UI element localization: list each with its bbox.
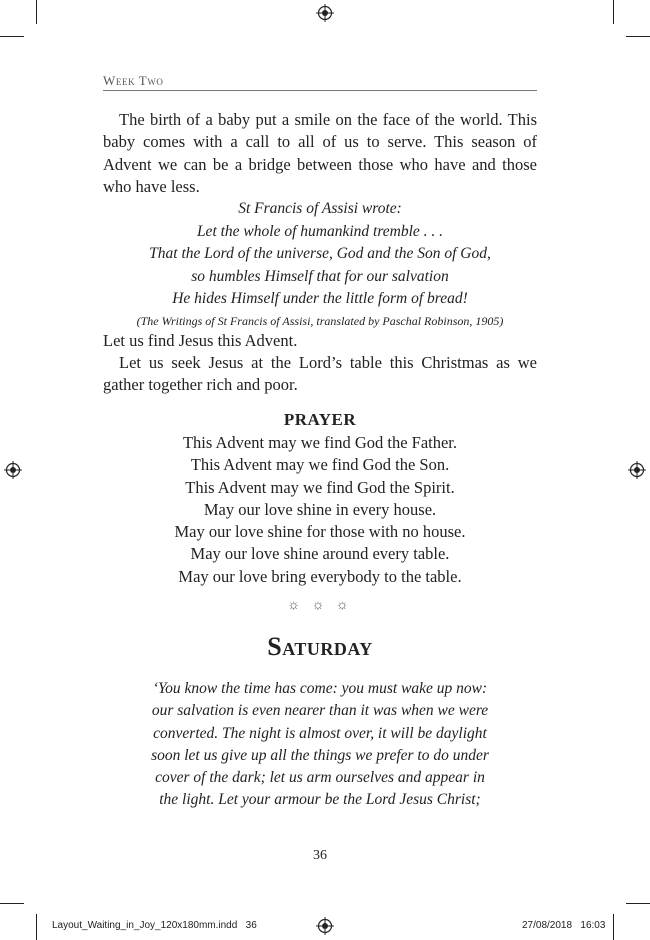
quote-citation: (The Writings of St Francis of Assisi, translated by Paschal Robinson, 1905): [136, 313, 504, 328]
prayer-line: May our love bring everybody to the table.: [178, 566, 462, 586]
scripture-line: the light. Let your armour be the Lord Jesus Christ;: [159, 791, 481, 809]
quote-line: Let the whole of humankind tremble . . .: [196, 222, 444, 240]
crop-mark-right-top: [626, 36, 650, 37]
prayer-line: May our love shine for those with no house.: [174, 522, 466, 542]
registration-mark-bottom-icon: [316, 917, 334, 935]
scripture-line: cover of the dark; let us arm ourselves and appear in: [155, 769, 485, 787]
crop-mark-bottom-right: [613, 914, 614, 940]
registration-mark-right-icon: [628, 461, 646, 479]
crop-mark-top-right: [613, 0, 614, 24]
registration-mark-left-icon: [4, 461, 22, 479]
scripture-line: converted. The night is almost over, it will be daylight: [153, 724, 487, 742]
crop-mark-top-left: [36, 0, 37, 24]
quote-line: so humbles Himself that for our salvation: [191, 267, 449, 285]
slug-filename: Layout_Waiting_in_Joy_120x180mm.indd 36: [52, 920, 257, 931]
quote-line: That the Lord of the universe, God and the Son of God,: [149, 245, 491, 262]
scripture-line: ‘You know the time has come: you must wake up now:: [152, 680, 488, 697]
crop-mark-bottom-left: [36, 914, 37, 940]
crop-mark-left-bottom: [0, 903, 24, 904]
section-ornament: ☼ ☼ ☼: [287, 598, 353, 613]
day-title: Saturday: [267, 632, 373, 661]
after-quote-paragraph: Let us seek Jesus at the Lord’s table this Christmas as we gather together rich and poor.: [103, 353, 537, 395]
prayer-line: This Advent may we find God the Son.: [190, 455, 450, 475]
prayer-line: May our love shine around every table.: [190, 544, 450, 564]
quote-block: [103, 198, 537, 331]
crop-mark-left-top: [0, 36, 24, 37]
prayer-title: PRAYER: [283, 410, 357, 429]
prayer-line: This Advent may we find God the Spirit.: [185, 477, 455, 497]
scripture-line: our salvation is even nearer than it was when we were: [151, 702, 489, 720]
intro-paragraph: The birth of a baby put a smile on the face of the world. This baby comes with a call to all of us to serve. This season of Advent we can be a bridge between those who have and those who have less.: [103, 110, 537, 196]
registration-mark-top-icon: [316, 4, 334, 22]
prayer-block: [103, 432, 537, 588]
prayer-line: May our love shine in every house.: [203, 499, 437, 519]
scripture-line: soon let us give up all the things we prefer to do under: [151, 746, 489, 764]
page-number: 36: [313, 848, 327, 863]
running-head: Week Two: [103, 73, 537, 91]
prayer-line: This Advent may we find God the Father.: [182, 433, 458, 452]
slug-date: 27/08/2018 16:03: [522, 920, 606, 931]
quote-line: He hides Himself under the little form of bread!: [172, 290, 468, 307]
crop-mark-right-bottom: [626, 903, 650, 904]
scripture-block: [103, 678, 537, 812]
after-quote-line: Let us find Jesus this Advent.: [103, 331, 298, 350]
quote-intro: St Francis of Assisi wrote:: [238, 200, 402, 217]
